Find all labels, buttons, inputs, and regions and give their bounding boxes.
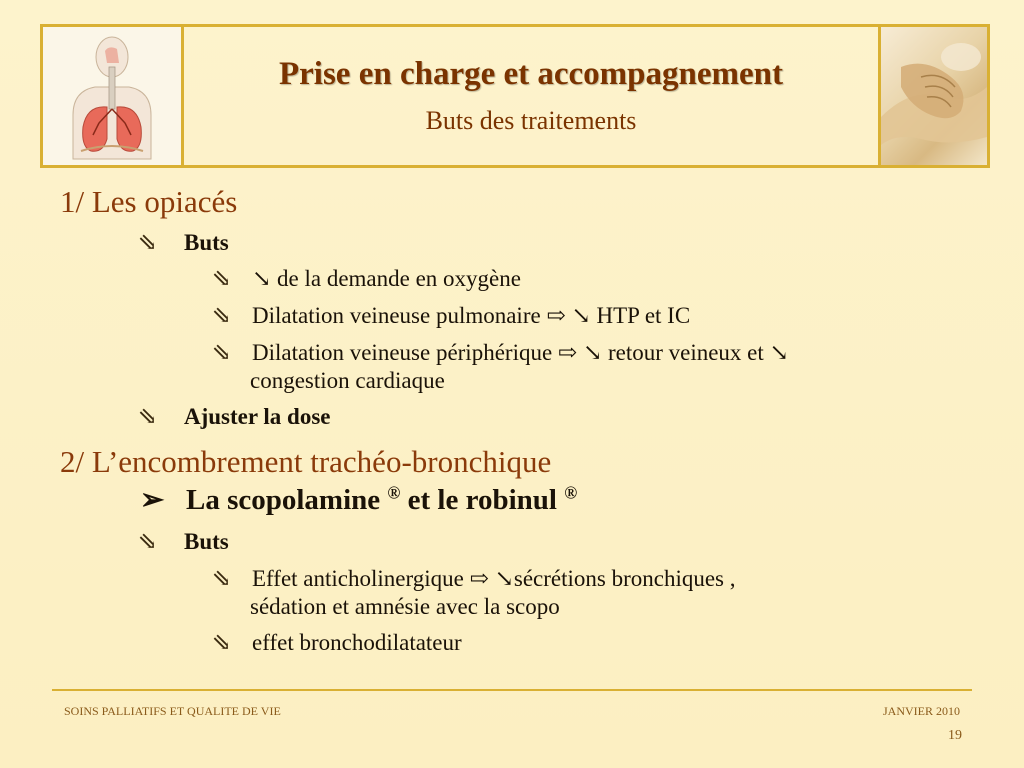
hollow-arrow-icon: ⇘ xyxy=(212,566,232,591)
section2-drug xyxy=(140,482,577,517)
hollow-arrow-icon: ⇘ xyxy=(212,303,232,328)
solid-arrow-icon: ➢ xyxy=(140,484,165,516)
section1-item1 xyxy=(212,266,521,292)
registered-mark: ® xyxy=(564,482,578,503)
footer-left-text: SOINS PALLIATIFS ET QUALITE DE VIE xyxy=(64,704,281,718)
footer-date: JANVIER 2010 xyxy=(883,704,960,718)
section1-dose xyxy=(138,404,331,430)
hollow-arrow-icon: ⇘ xyxy=(212,266,232,291)
slide-title: Prise en charge et accompagnement xyxy=(278,56,783,92)
page-number: 19 xyxy=(948,728,962,743)
section1-item3-text: Dilatation veineuse périphérique ⇨ ↘ retour veineux et ↘ xyxy=(252,340,789,365)
lungs-anatomy-icon xyxy=(40,24,184,168)
section2-item1-text: Effet anticholinergique ⇨ ↘sécrétions bronchiques , xyxy=(252,566,736,591)
section2-item2 xyxy=(212,630,462,656)
section1-heading: 1/ Les opiacés xyxy=(60,184,238,219)
section2-item2-text: effet bronchodilatateur xyxy=(252,630,462,655)
hollow-arrow-icon: ⇘ xyxy=(138,230,158,255)
hollow-arrow-icon: ⇘ xyxy=(138,404,158,429)
section2-item1 xyxy=(212,566,736,592)
section2-buts-label: Buts xyxy=(184,529,229,554)
holding-hands-icon xyxy=(878,24,990,168)
slide-subtitle: Buts des traitements xyxy=(425,106,637,135)
section2-heading: 2/ L’encombrement trachéo-bronchique xyxy=(60,444,552,479)
section1-buts xyxy=(138,230,229,256)
section1-item1-text: ↘ de la demande en oxygène xyxy=(252,266,521,291)
section2-buts xyxy=(138,529,229,555)
section1-buts-label: Buts xyxy=(184,230,229,255)
section2-item1-continuation: sédation et amnésie avec la scopo xyxy=(250,594,560,619)
drug-part1: La scopolamine xyxy=(186,484,381,516)
hollow-arrow-icon: ⇘ xyxy=(212,340,232,365)
section1-dose-label: Ajuster la dose xyxy=(184,404,331,429)
drug-part2: et le robinul xyxy=(407,484,557,516)
section1-item3-continuation: congestion cardiaque xyxy=(250,368,445,393)
section1-item2 xyxy=(212,303,690,329)
hollow-arrow-icon: ⇘ xyxy=(138,529,158,554)
hollow-arrow-icon: ⇘ xyxy=(212,630,232,655)
footer-divider xyxy=(52,689,972,691)
section1-item3 xyxy=(212,340,789,366)
registered-mark: ® xyxy=(387,482,401,503)
section1-item2-text: Dilatation veineuse pulmonaire ⇨ ↘ HTP et IC xyxy=(252,303,691,328)
